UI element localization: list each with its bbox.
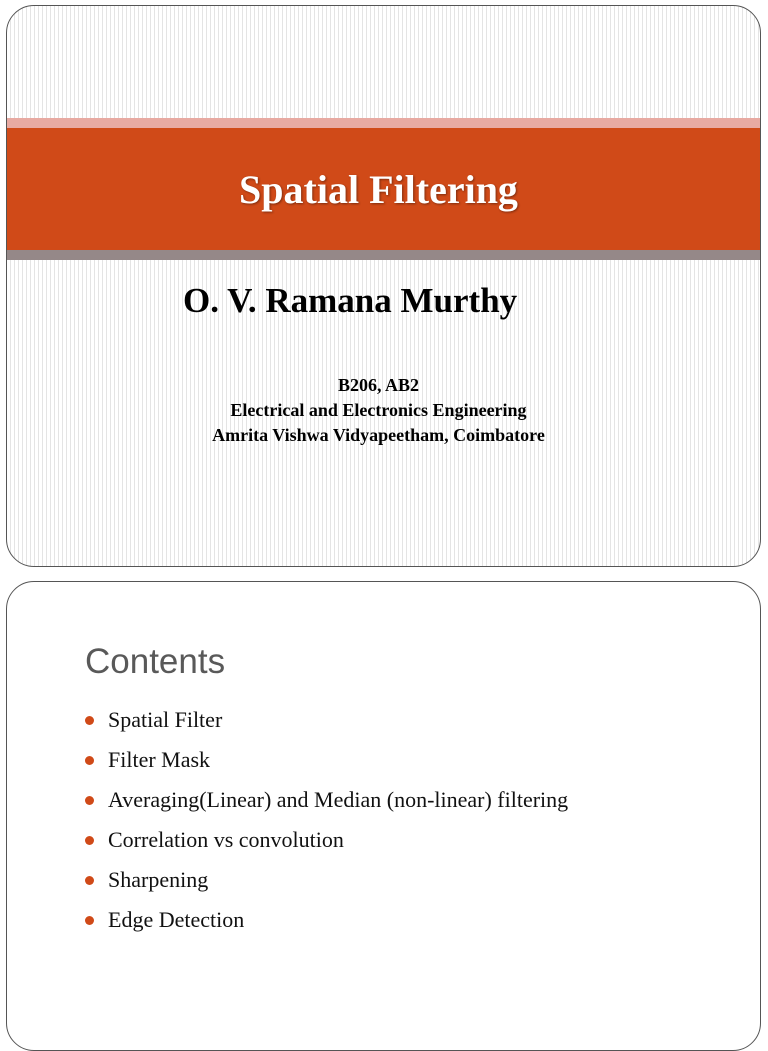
- list-item: [85, 780, 568, 820]
- bullet-icon: [85, 716, 94, 725]
- contents-list: [85, 700, 568, 940]
- bullet-icon: [85, 916, 94, 925]
- list-item: [85, 820, 568, 860]
- list-item: [85, 700, 568, 740]
- list-item: [85, 900, 568, 940]
- department: Electrical and Electronics Engineering: [230, 400, 527, 420]
- slide-title: Spatial Filtering: [239, 166, 518, 212]
- bullet-icon: [85, 836, 94, 845]
- bullet-icon: [85, 876, 94, 885]
- list-item-text: Filter Mask: [108, 747, 211, 772]
- accent-band-top: [7, 118, 760, 128]
- title-banner: [7, 128, 760, 250]
- accent-band-bottom: [7, 250, 760, 260]
- list-item-text: Correlation vs convolution: [108, 827, 344, 852]
- list-item-text: Edge Detection: [108, 907, 245, 932]
- list-item: [85, 740, 568, 780]
- institution: Amrita Vishwa Vidyapeetham, Coimbatore: [212, 425, 545, 445]
- contents-slide: [6, 581, 761, 1051]
- room: B206, AB2: [337, 375, 420, 395]
- bullet-icon: [85, 756, 94, 765]
- author-info: [6, 373, 760, 448]
- list-item-text: Sharpening: [108, 867, 209, 892]
- title-slide: [6, 5, 761, 567]
- list-item-text: Averaging(Linear) and Median (non-linear) filtering: [108, 787, 569, 812]
- bullet-icon: [85, 796, 94, 805]
- list-item-text: Spatial Filter: [108, 707, 223, 732]
- list-item: [85, 860, 568, 900]
- author-name: O. V. Ramana Murthy: [183, 281, 518, 320]
- contents-heading: Contents: [85, 642, 226, 681]
